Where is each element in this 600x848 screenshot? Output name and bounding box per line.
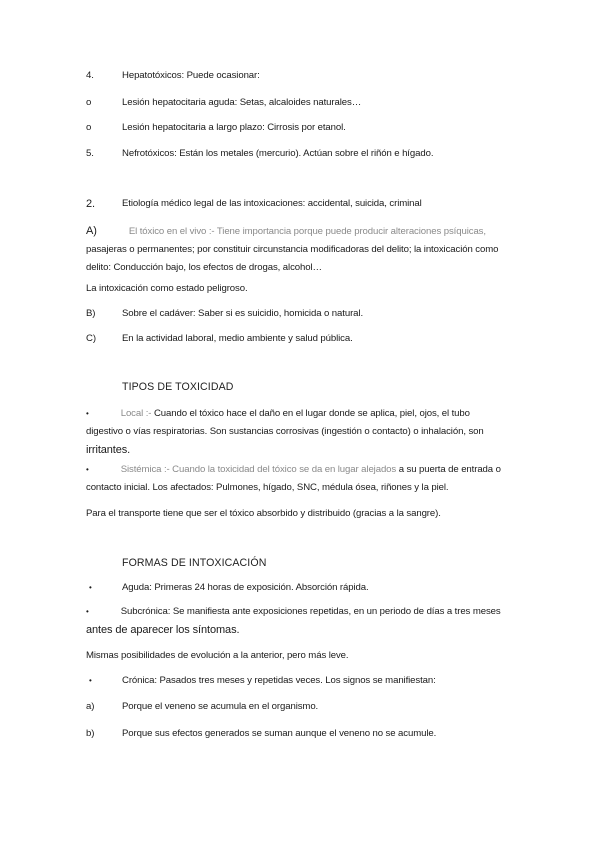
paragraph-line: irritantes. — [86, 444, 131, 456]
faint-text: Sistémica :- Cuando la toxicidad del tóxico se da en lugar alejados — [120, 464, 397, 475]
list-marker: a) — [86, 701, 95, 712]
paragraph-text: Mismas posibilidades de evolución a la anterior, pero más leve. — [86, 650, 349, 661]
paragraph-line: Subcrónica: Se manifiesta ante exposiciones repetidas, en un periodo de días a tres meses — [120, 606, 501, 617]
paragraph-line: Cuando el tóxico hace el daño en el lugar donde se aplica, piel, ojos, el tubo — [151, 408, 470, 419]
list-marker: o — [86, 97, 92, 108]
list-text: Sobre el cadáver: Saber si es suicidio, homicida o natural. — [122, 308, 364, 319]
bullet-icon: • — [89, 583, 92, 592]
paragraph-line: delito: Conducción bajo, los efectos de drogas, alcohol… — [86, 262, 322, 273]
paragraph-subcronica — [86, 603, 516, 640]
list-text: Lesión hepatocitaria a largo plazo: Cirrosis por etanol. — [122, 122, 346, 133]
paragraph-sistemica — [86, 461, 516, 497]
paragraph-text: Para el transporte tiene que ser el tóxico absorbido y distribuido (gracias a la sangre). — [86, 508, 441, 519]
paragraph-a — [86, 222, 516, 277]
paragraph-line: contacto inicial. Los afectados: Pulmones, hígado, SNC, médula ósea, riñones y la piel. — [86, 482, 449, 493]
paragraph-line: pasajeras o permanentes; por constituir circunstancia modificadoras del delito; la intoxicación como — [86, 244, 499, 255]
list-text: Aguda: Primeras 24 horas de exposición. Absorción rápida. — [122, 582, 369, 593]
paragraph-local — [86, 405, 516, 460]
section-title: Etiología médico legal de las intoxicaciones: accidental, suicida, criminal — [122, 198, 422, 209]
list-text: Porque el veneno se acumula en el organismo. — [122, 701, 319, 712]
list-marker: 5. — [86, 148, 94, 159]
section-number: 2. — [86, 198, 95, 210]
paragraph-text: La intoxicación como estado peligroso. — [86, 283, 248, 294]
list-text: Lesión hepatocitaria aguda: Setas, alcaloides naturales… — [122, 97, 362, 108]
list-text: En la actividad laboral, medio ambiente y salud pública. — [122, 333, 353, 344]
paragraph-line: digestivo o vías respiratorias. Son sustancias corrosivas (ingestión o contacto) o inhalación, son — [86, 426, 484, 437]
list-text: Hepatotóxicos: Puede ocasionar: — [122, 70, 260, 81]
list-marker: o — [86, 122, 92, 133]
bullet-icon: • — [86, 465, 89, 474]
bullet-icon: • — [89, 676, 92, 685]
paragraph-line: a su puerta de entrada o — [396, 464, 501, 475]
bullet-icon: • — [86, 607, 89, 616]
list-marker: b) — [86, 728, 95, 739]
list-text: Nefrotóxicos: Están los metales (mercurio). Actúan sobre el riñón e hígado. — [122, 148, 434, 159]
bullet-icon: • — [86, 409, 89, 418]
list-text: Porque sus efectos generados se suman aunque el veneno no se acumule. — [122, 728, 437, 739]
faint-text: Local :- — [120, 408, 152, 419]
list-text: Crónica: Pasados tres meses y repetidas veces. Los signos se manifiestan: — [122, 675, 436, 686]
faint-text: El tóxico en el vivo :- Tiene importancia porque puede producir alteraciones psíquicas, — [128, 226, 486, 237]
list-marker: 4. — [86, 70, 94, 81]
paragraph-marker: A) — [86, 225, 97, 237]
section-heading-formas: FORMAS DE INTOXICACIÓN — [122, 557, 267, 569]
list-marker: C) — [86, 333, 96, 344]
section-heading-tipos: TIPOS DE TOXICIDAD — [122, 381, 234, 393]
paragraph-line: antes de aparecer los síntomas. — [86, 624, 240, 636]
list-marker: B) — [86, 308, 96, 319]
